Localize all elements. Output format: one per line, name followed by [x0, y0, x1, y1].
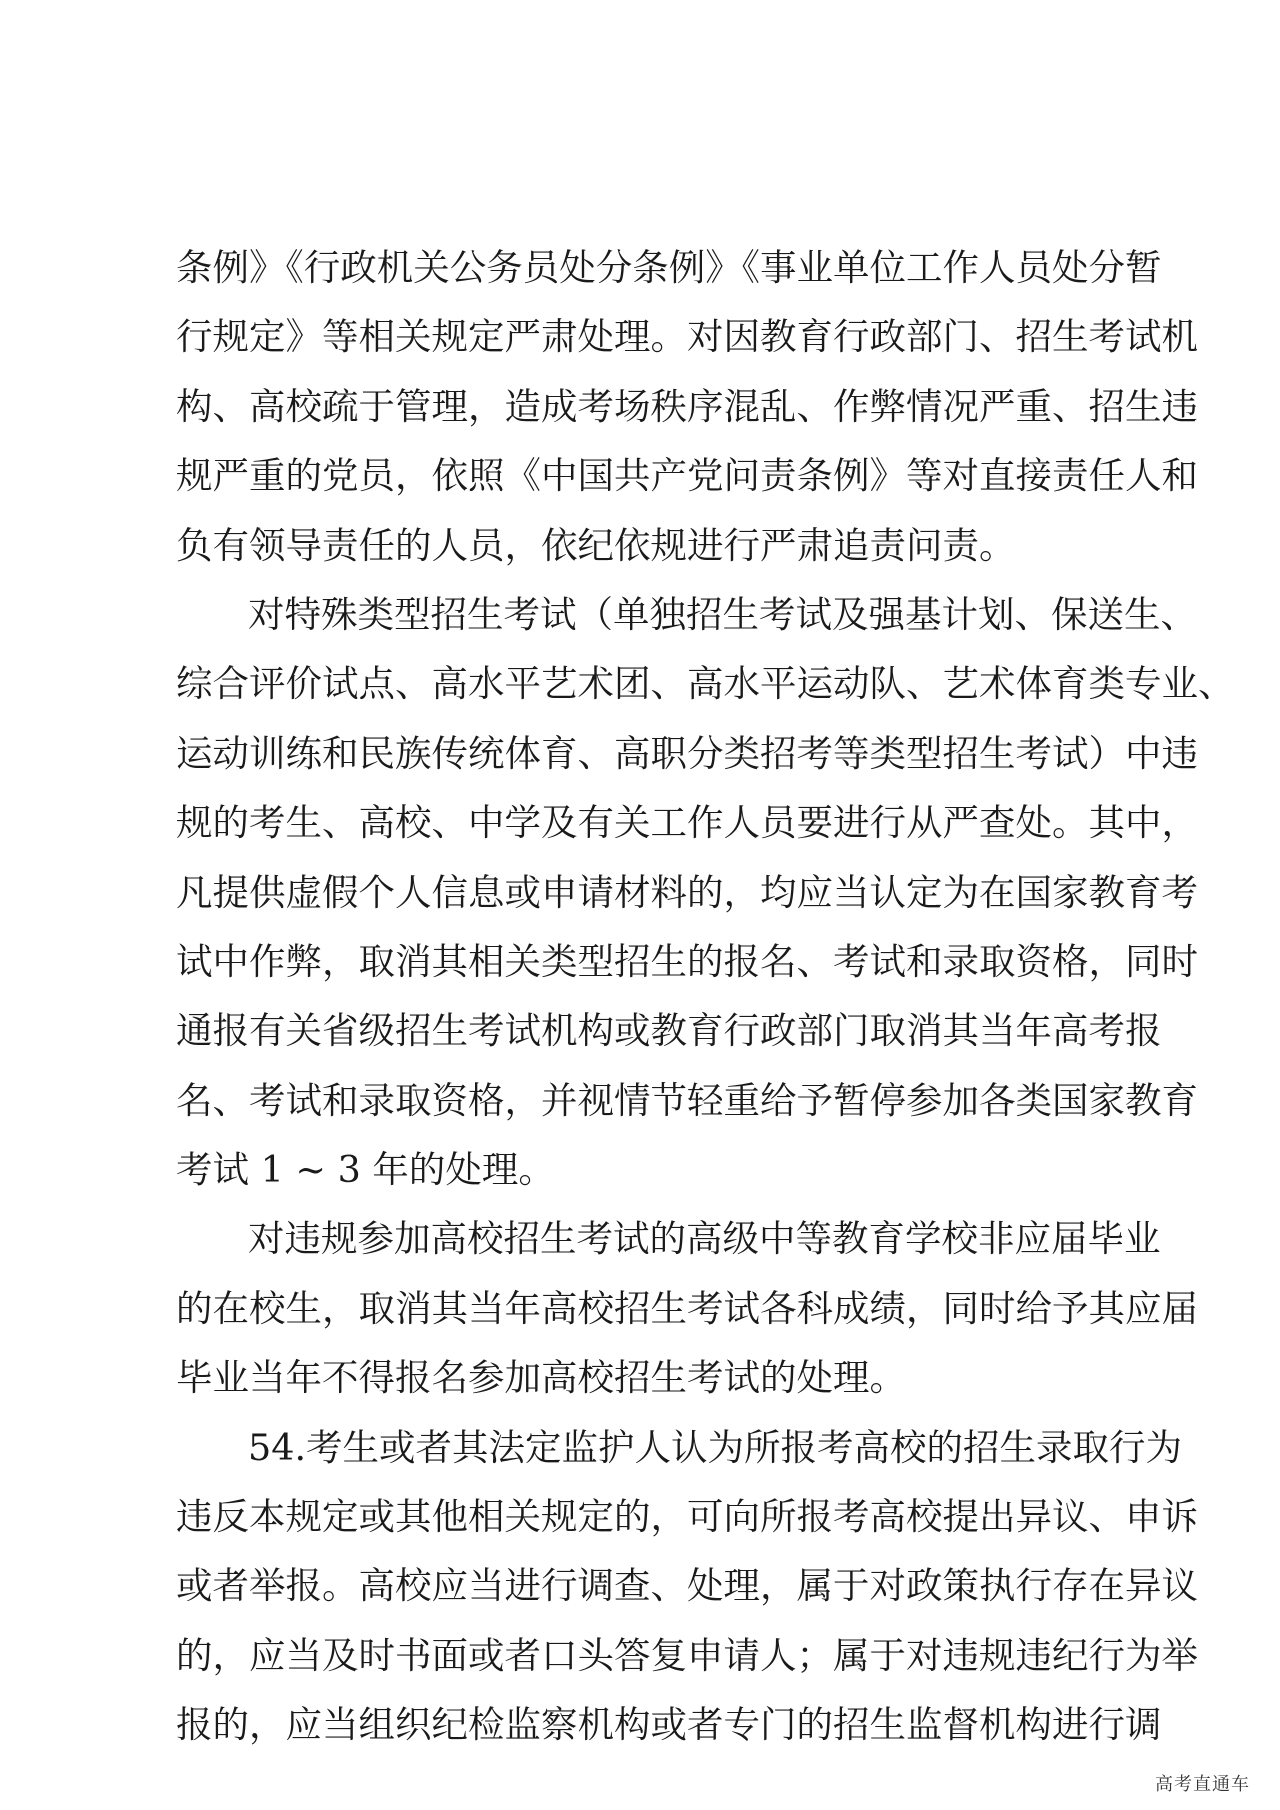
text-line: 试中作弊，取消其相关类型招生的报名、考试和录取资格，同时 [176, 939, 1198, 983]
text-line: 的在校生，取消其当年高校招生考试各科成绩，同时给予其应届 [176, 1286, 1198, 1330]
text-line: 构、高校疏于管理，造成考场秩序混乱、作弊情况严重、招生违 [176, 384, 1198, 428]
text-line: 凡提供虚假个人信息或申请材料的，均应当认定为在国家教育考 [176, 870, 1198, 914]
document-body [176, 233, 1235, 1760]
text-line: 名、考试和录取资格，并视情节轻重给予暂停参加各类国家教育 [176, 1078, 1198, 1122]
text-line: 行规定》等相关规定严肃处理。对因教育行政部门、招生考试机 [176, 315, 1198, 359]
text-line: 运动训练和民族传统体育、高职分类招考等类型招生考试）中违 [176, 731, 1198, 775]
text-line: 考试 1 ~ 3 年的处理。 [176, 1148, 555, 1192]
text-line: 规严重的党员，依照《中国共产党问责条例》等对直接责任人和 [176, 454, 1198, 498]
text-line: 的，应当及时书面或者口头答复申请人；属于对违规违纪行为举 [176, 1633, 1198, 1677]
paragraph-first-line: 对特殊类型招生考试（单独招生考试及强基计划、保送生、 [248, 592, 1197, 636]
paragraph-first-line: 对违规参加高校招生考试的高级中等教育学校非应届毕业 [248, 1217, 1161, 1261]
text-line: 负有领导责任的人员，依纪依规进行严肃追责问责。 [176, 523, 1016, 567]
text-line: 综合评价试点、高水平艺术团、高水平运动队、艺术体育类专业、 [176, 662, 1235, 706]
text-line: 报的，应当组织纪检监察机构或者专门的招生监督机构进行调 [176, 1703, 1162, 1747]
text-line: 通报有关省级招生考试机构或教育行政部门取消其当年高考报 [176, 1009, 1162, 1053]
watermark-text: 高考直通车 [1155, 1774, 1250, 1795]
text-line: 或者举报。高校应当进行调查、处理，属于对政策执行存在异议 [176, 1564, 1198, 1608]
text-line: 违反本规定或其他相关规定的，可向所报考高校提出异议、申诉 [176, 1495, 1198, 1539]
text-line: 条例》《行政机关公务员处分条例》《事业单位工作人员处分暂 [176, 246, 1162, 289]
text-line: 毕业当年不得报名参加高校招生考试的处理。 [176, 1356, 906, 1400]
paragraph-first-line: 54.考生或者其法定监护人认为所报考高校的招生录取行为 [248, 1425, 1183, 1469]
text-line: 规的考生、高校、中学及有关工作人员要进行从严查处。其中， [176, 801, 1198, 845]
